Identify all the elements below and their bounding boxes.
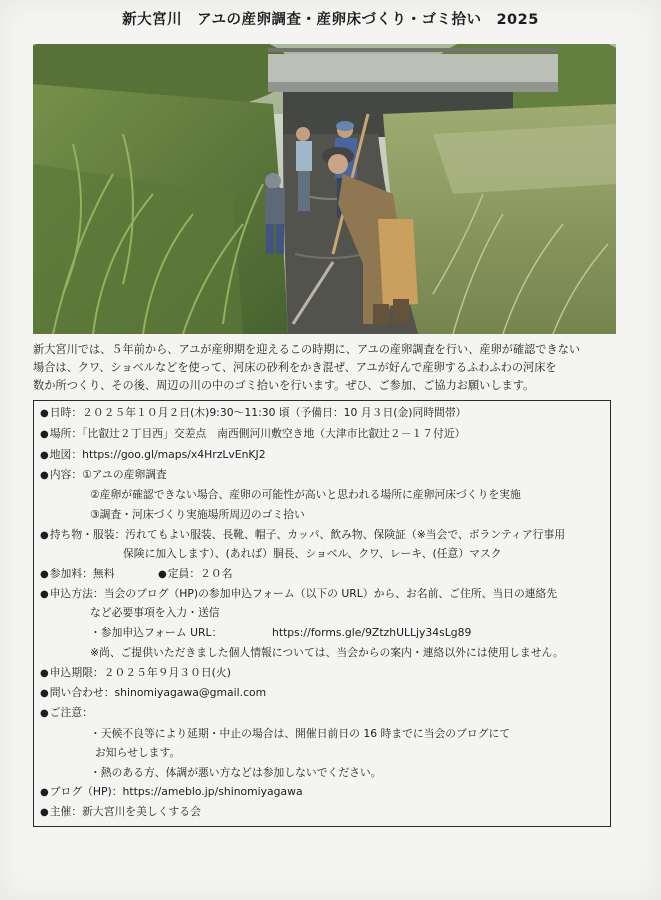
intro-line: 場合は、クワ、ショベルなどを使って、河床の砂利をかき混ぜ、アユが好んで産卵するふわふわの河床を: [33, 361, 557, 375]
event-details-box: [33, 400, 611, 827]
place-text: 場所：「比叡辻２丁目西」交差点 南西側河川敷空き地（大津市比叡辻２－１７付近）: [49, 427, 466, 440]
date-text: 日時：２０２５年１０月２日(木)9:30～11:30 頃（予備日：10 月３日(金)同時間帯）: [49, 406, 467, 419]
belongings-line: [40, 528, 565, 543]
event-photo: [33, 44, 616, 334]
map-line[interactable]: [40, 448, 266, 463]
date-line: [40, 406, 466, 421]
privacy-note: ※尚、ご提供いただきました個人情報については、当会からの案内・連絡以外には使用しません。: [90, 646, 564, 659]
content-item-3: ③調査・河床づくり実施場所周辺のゴミ拾い: [90, 508, 305, 521]
page-title: 新大宮川 アユの産卵調査・産卵床づくり・ゴミ拾い 2025: [122, 12, 539, 28]
apply-line: [40, 587, 557, 602]
map-link[interactable]: 地図：https://goo.gl/maps/x4HrzLvEnKJ2: [49, 448, 266, 461]
notice-item-1: ・天候不良等により延期・中止の場合は、開催日前日の 16 時までに当会のブログにて: [90, 727, 511, 740]
contact-email[interactable]: 問い合わせ：shinomiyagawa@gmail.com: [49, 686, 267, 699]
form-url-link[interactable]: https://forms.gle/9ZtzhULLjy34sLg89: [272, 626, 472, 639]
organizer-text: 主催：新大宮川を美しくする会: [49, 805, 201, 818]
notice-line: [40, 706, 93, 721]
deadline-line: [40, 666, 231, 681]
intro-line: 新大宮川では、５年前から、アユが産卵期を迎えるこの時期に、アユの産卵調査を行い、産卵が確認できない: [33, 343, 581, 356]
notice-item-2: ・熱のある方、体調が悪い方などは参加しないでください。: [90, 766, 382, 779]
content-text: 内容：①アユの産卵調査: [49, 468, 167, 481]
contact-line[interactable]: [40, 686, 266, 701]
intro-paragraph: [33, 341, 633, 396]
capacity-text: 定員：２０名: [167, 567, 233, 580]
place-line: [40, 427, 465, 442]
content-line: [40, 468, 167, 483]
form-url-label: ・参加申込フォーム URL：: [90, 626, 223, 639]
organizer-line: [40, 805, 201, 820]
content-item-2: ②産卵が確認できない場合、産卵の可能性が高いと思われる場所に産卵河床づくりを実施: [90, 488, 521, 501]
deadline-text: 申込期限：２０２５年９月３０日(火): [49, 666, 231, 679]
notice-label: ご注意：: [49, 706, 93, 719]
apply-text: 申込方法：当会のブログ（HP)の参加申込フォーム（以下の URL）から、お名前、ご住所、当日の連絡先: [49, 587, 558, 600]
blog-line[interactable]: [40, 785, 303, 800]
belongings-line-2: 保険に加入します）、(あれば）胴長、ショベル、クワ、レーキ、(任意）マスク: [123, 547, 502, 560]
belongings-text: 持ち物・服装：汚れてもよい服装、長靴、帽子、カッパ、飲み物、保険証（※当会で、ボランティア行事用: [49, 528, 566, 541]
notice-item-1-cont: お知らせします。: [95, 746, 181, 759]
fee-line: [40, 567, 115, 582]
intro-line: 数か所つくり、その後、周辺の川の中のゴミ拾いを行います。ぜひ、ご参加、ご協力お願いします。: [33, 379, 535, 393]
river-cleanup-photo: [33, 44, 616, 334]
capacity-line: [158, 567, 233, 582]
blog-link[interactable]: ブログ（HP)：https://ameblo.jp/shinomiyagawa: [49, 785, 303, 798]
fee-text: 参加料：無料: [49, 567, 115, 580]
apply-line-2: など必要事項を入力・送信: [90, 606, 220, 619]
